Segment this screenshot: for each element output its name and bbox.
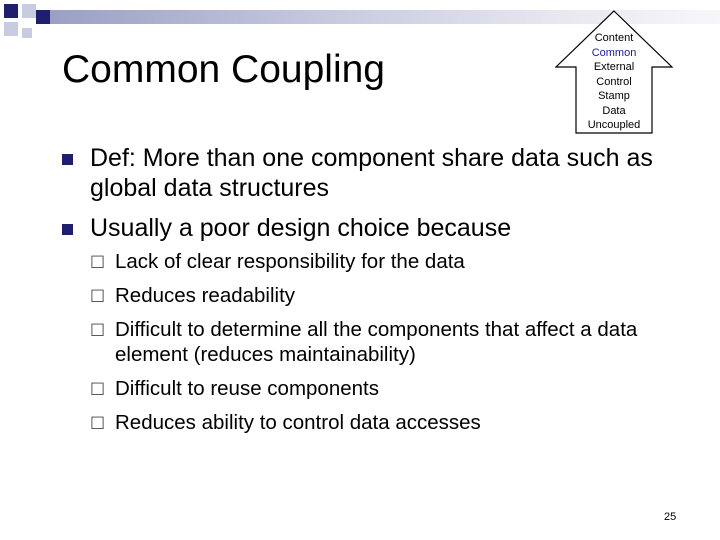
coupling-arrow — [555, 10, 673, 134]
bullet-text: Def: More than one component share data such as global data structures — [90, 144, 653, 202]
coupling-level-label: External — [593, 61, 635, 73]
decor-square-5 — [22, 28, 32, 38]
sub-bullet-item — [90, 317, 702, 367]
sub-bullet-item — [90, 410, 702, 435]
bullet-item — [62, 213, 702, 243]
sub-bullet-text: Reduces readability — [115, 284, 296, 307]
decor-square-3 — [36, 10, 50, 24]
sub-bullet-text: Lack of clear responsibility for the data — [115, 250, 465, 273]
hollow-square-bullet-icon: □ — [90, 285, 106, 304]
sub-bullet-text: Difficult to reuse components — [115, 377, 379, 400]
sub-bullet-text: Difficult to determine all the components that affect a data element (reduces maintainability) — [115, 318, 638, 366]
bullet-list — [62, 143, 702, 444]
bullet-item — [62, 143, 702, 203]
hollow-square-bullet-icon: □ — [90, 251, 106, 270]
sub-bullet-item — [90, 283, 702, 308]
coupling-level-label: Content — [594, 32, 634, 44]
hollow-square-bullet-icon: □ — [90, 319, 106, 338]
bullet-text: Usually a poor design choice because — [90, 214, 512, 242]
decor-square-1 — [4, 4, 18, 18]
coupling-level-label: Uncoupled — [587, 119, 641, 131]
decor-square-4 — [4, 22, 18, 36]
decor-square-2 — [22, 4, 36, 18]
slide-title: Common Coupling — [62, 48, 385, 91]
coupling-level-label: Control — [596, 75, 632, 88]
coupling-level-label: Stamp — [598, 90, 630, 102]
coupling-levels-list — [555, 31, 673, 133]
filled-square-bullet-icon — [62, 154, 73, 165]
hollow-square-bullet-icon: □ — [90, 412, 106, 431]
sub-bullet-item — [90, 249, 702, 274]
sub-bullet-text: Reduces ability to control data accesses — [115, 411, 481, 434]
sub-bullet-item — [90, 376, 702, 401]
sub-bullet-list — [90, 249, 702, 435]
coupling-level-label: Common — [591, 46, 637, 59]
coupling-level-label: Data — [602, 104, 626, 117]
page-number: 25 — [664, 511, 677, 523]
hollow-square-bullet-icon: □ — [90, 378, 106, 397]
filled-square-bullet-icon — [62, 224, 73, 235]
